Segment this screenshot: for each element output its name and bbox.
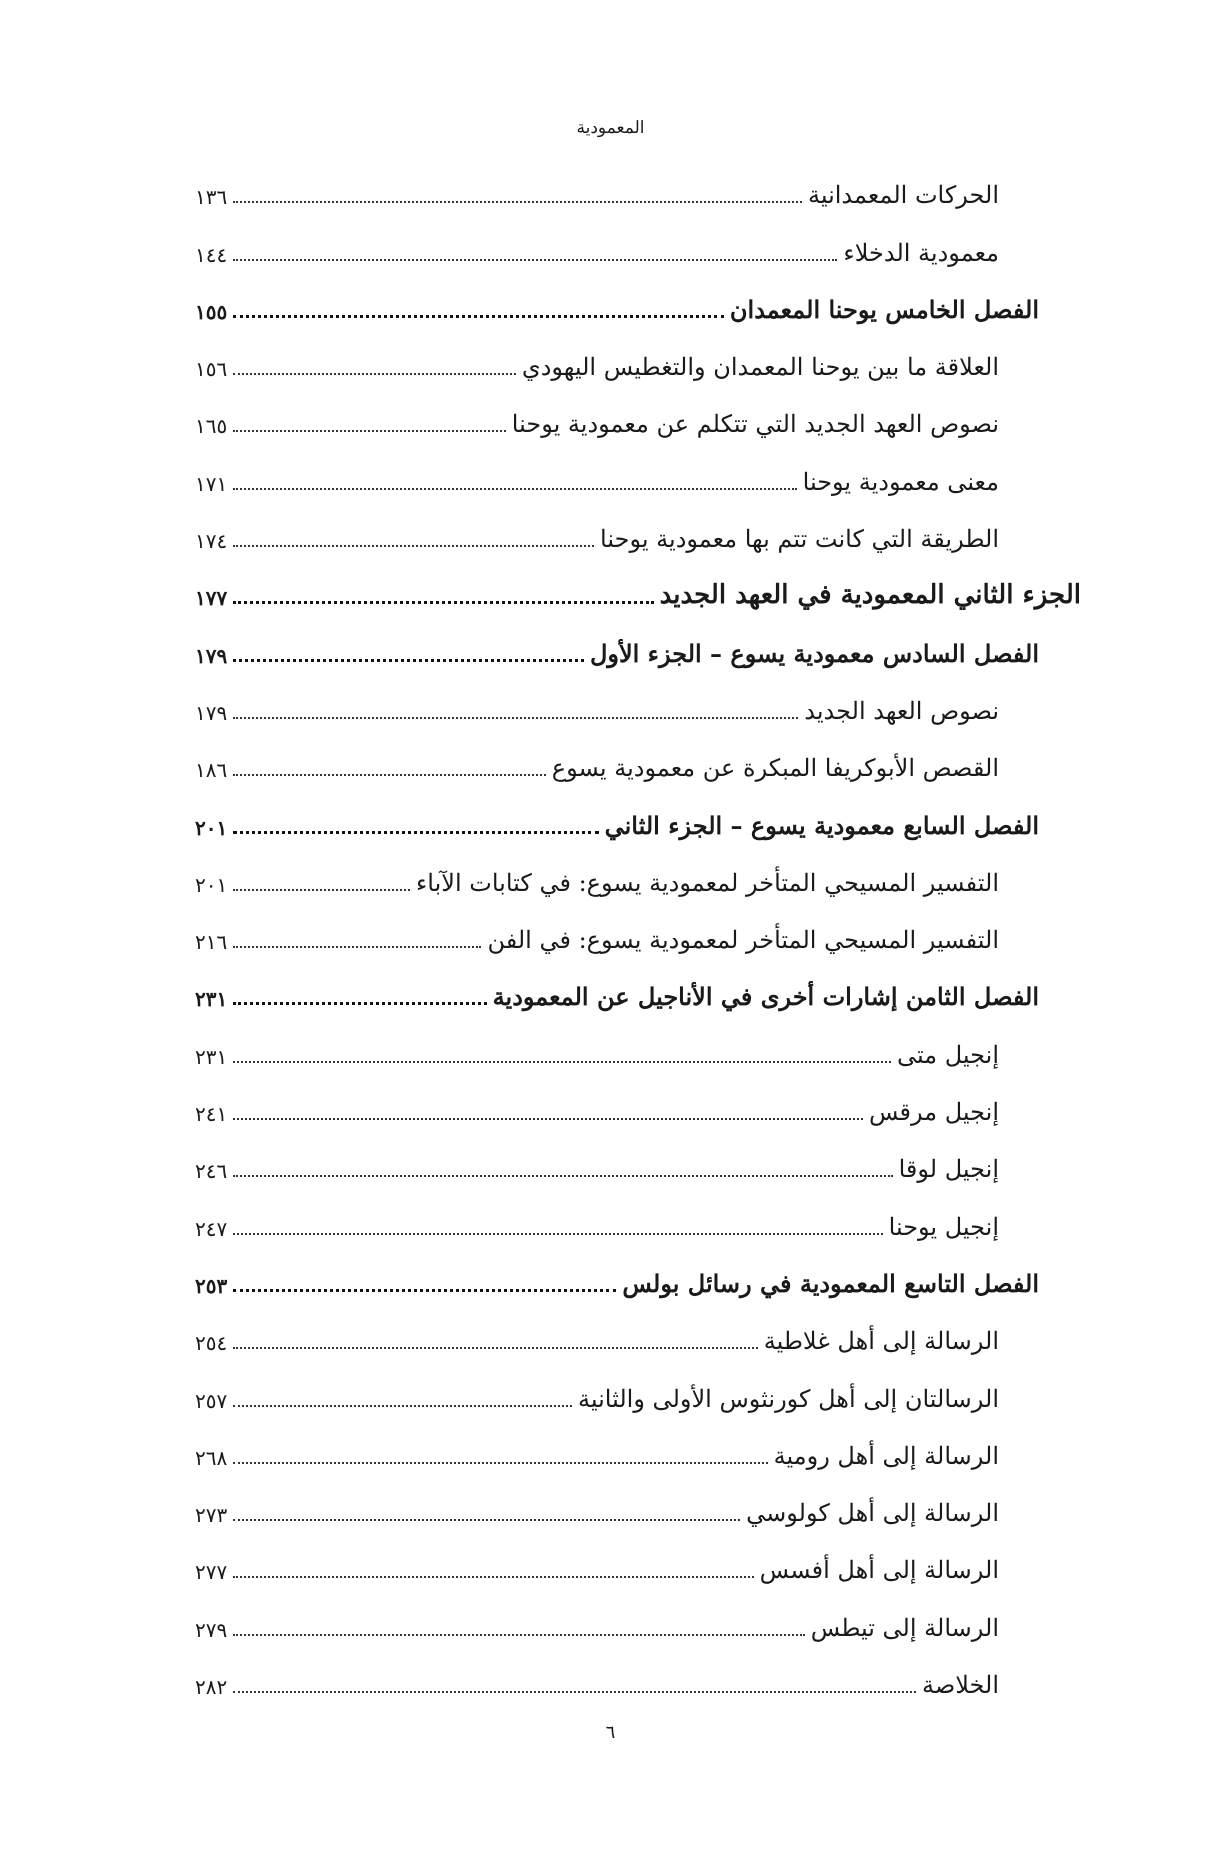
toc-entry-page: ٢٤٦ (195, 1159, 228, 1184)
dot-leader (233, 1002, 486, 1005)
toc-entry-sub[interactable] (195, 1306, 1039, 1363)
toc-entry-page: ٢٥٤ (195, 1331, 228, 1356)
toc-entry-sub[interactable] (195, 1478, 1039, 1535)
dot-leader (233, 1405, 572, 1407)
toc-entry-title: الجزء الثاني المعمودية في العهد الجديد (659, 580, 1081, 611)
toc-entry-title: نصوص العهد الجديد التي تتكلم عن معمودية يوحنا (511, 410, 999, 439)
toc-entry-page: ٢٤٧ (195, 1216, 228, 1241)
dot-leader (233, 1576, 753, 1578)
toc-entry-sub[interactable] (195, 1077, 1039, 1134)
toc-entry-sub[interactable] (195, 1535, 1039, 1592)
toc-entry-page: ٢١٦ (195, 930, 228, 955)
toc-entry-page: ١٤٤ (195, 242, 228, 267)
table-of-contents (195, 160, 1081, 1707)
toc-entry-sub[interactable] (195, 332, 1039, 389)
toc-entry-chapter[interactable] (195, 962, 1039, 1019)
dot-leader (233, 1118, 863, 1120)
dot-leader (233, 659, 584, 662)
toc-entry-sub[interactable] (195, 446, 1039, 503)
dot-leader (233, 946, 481, 948)
dot-leader (233, 430, 506, 432)
dot-leader (233, 717, 798, 719)
toc-entry-sub[interactable] (195, 1650, 1039, 1707)
toc-entry-page: ١٧١ (195, 471, 228, 496)
toc-entry-title: إنجيل مرقس (868, 1098, 999, 1127)
toc-entry-title: معمودية الدخلاء (843, 238, 999, 267)
toc-entry-page: ١٨٦ (195, 758, 228, 783)
toc-entry-title: العلاقة ما بين يوحنا المعمدان والتغطيس اليهودي (521, 353, 999, 382)
toc-entry-page: ١٧٩ (195, 700, 228, 725)
toc-entry-title: الفصل التاسع المعمودية في رسائل بولس (622, 1268, 1039, 1298)
toc-entry-title: إنجيل متى (897, 1040, 999, 1069)
toc-entry-title: الفصل الخامس يوحنا المعمدان (729, 294, 1039, 324)
toc-entry-title: الطريقة التي كانت تتم بها معمودية يوحنا (600, 525, 999, 554)
dot-leader (233, 774, 546, 776)
toc-entry-page: ٢٤١ (195, 1102, 228, 1127)
toc-entry-title: التفسير المسيحي المتأخر لمعمودية يسوع: في الفن (487, 926, 999, 955)
dot-leader (233, 1289, 616, 1292)
toc-entry-sub[interactable] (195, 1191, 1039, 1248)
toc-entry-page: ١٣٦ (195, 185, 228, 210)
toc-entry-page: ٢٦٨ (195, 1445, 228, 1470)
dot-leader (233, 1519, 740, 1521)
toc-entry-page: ٢٨٢ (195, 1675, 228, 1700)
toc-entry-page: ٢٣١ (195, 987, 228, 1012)
toc-entry-title: الرسالة إلى أهل رومية (773, 1441, 999, 1470)
toc-entry-page: ٢٠١ (195, 872, 228, 897)
toc-entry-title: الحركات المعمدانية (807, 181, 999, 210)
toc-entry-page: ١٧٩ (195, 643, 228, 668)
toc-entry-page: ٢٠١ (195, 815, 228, 840)
toc-entry-title: القصص الأبوكريفا المبكرة عن معمودية يسوع (551, 754, 999, 783)
dot-leader (233, 1691, 916, 1693)
dot-leader (233, 1061, 891, 1063)
dot-leader (233, 488, 796, 490)
toc-entry-sub[interactable] (195, 389, 1039, 446)
toc-entry-sub[interactable] (195, 733, 1039, 790)
toc-entry-title: إنجيل لوقا (898, 1155, 999, 1184)
toc-entry-page: ٢٥٧ (195, 1388, 228, 1413)
toc-entry-sub[interactable] (195, 676, 1039, 733)
toc-entry-sub[interactable] (195, 905, 1039, 962)
dot-leader (233, 545, 594, 547)
dot-leader (233, 831, 598, 834)
toc-entry-sub[interactable] (195, 848, 1039, 905)
dot-leader (233, 1634, 804, 1636)
toc-entry-title: الفصل السادس معمودية يسوع – الجزء الأول (589, 638, 1039, 668)
toc-entry-page: ٢٧٣ (195, 1503, 228, 1528)
toc-entry-part[interactable] (195, 561, 1081, 618)
dot-leader (233, 1233, 882, 1235)
toc-entry-chapter[interactable] (195, 618, 1039, 675)
toc-entry-page: ١٧٤ (195, 529, 228, 554)
toc-entry-title: الرسالة إلى أهل غلاطية (763, 1327, 999, 1356)
toc-entry-sub[interactable] (195, 1363, 1039, 1420)
toc-entry-chapter[interactable] (195, 790, 1039, 847)
toc-entry-page: ١٥٥ (195, 299, 228, 324)
dot-leader (233, 1347, 757, 1349)
toc-entry-sub[interactable] (195, 160, 1039, 217)
toc-entry-page: ١٥٦ (195, 357, 228, 382)
toc-entry-sub[interactable] (195, 504, 1039, 561)
dot-leader (233, 1462, 767, 1464)
toc-entry-title: الرسالتان إلى أهل كورنثوس الأولى والثانية (578, 1384, 999, 1413)
toc-entry-page: ٢٣١ (195, 1044, 228, 1069)
toc-entry-title: التفسير المسيحي المتأخر لمعمودية يسوع: في كتابات الآباء (416, 868, 999, 897)
toc-entry-title: إنجيل يوحنا (888, 1212, 999, 1241)
dot-leader (233, 601, 653, 604)
page-number: ٦ (605, 1722, 616, 1743)
dot-leader (233, 373, 516, 375)
toc-entry-sub[interactable] (195, 1592, 1039, 1649)
toc-entry-page: ١٧٧ (195, 586, 228, 611)
dot-leader (233, 201, 802, 203)
toc-entry-sub[interactable] (195, 1421, 1039, 1478)
toc-entry-title: الفصل السابع معمودية يسوع – الجزء الثاني (604, 810, 1039, 840)
toc-entry-title: الفصل الثامن إشارات أخرى في الأناجيل عن المعمودية (492, 982, 1039, 1012)
toc-entry-title: الرسالة إلى أهل كولوسي (746, 1499, 999, 1528)
toc-entry-title: الرسالة إلى أهل أفسس (759, 1556, 999, 1585)
toc-entry-sub[interactable] (195, 1019, 1039, 1076)
toc-entry-sub[interactable] (195, 1134, 1039, 1191)
toc-entry-title: الخلاصة (921, 1671, 999, 1700)
running-head: المعمودية (576, 118, 645, 138)
toc-entry-page: ٢٧٧ (195, 1560, 228, 1585)
toc-entry-page: ٢٧٩ (195, 1617, 228, 1642)
toc-entry-title: نصوص العهد الجديد (804, 696, 999, 725)
toc-entry-sub[interactable] (195, 217, 1039, 274)
toc-entry-page: ٢٥٣ (195, 1273, 228, 1298)
toc-entry-chapter[interactable] (195, 1249, 1039, 1306)
dot-leader (233, 1175, 892, 1177)
toc-entry-chapter[interactable] (195, 275, 1039, 332)
dot-leader (233, 889, 410, 891)
toc-entry-title: معنى معمودية يوحنا (802, 467, 999, 496)
toc-entry-title: الرسالة إلى تيطس (810, 1613, 999, 1642)
toc-entry-page: ١٦٥ (195, 414, 228, 439)
dot-leader (233, 259, 837, 261)
dot-leader (233, 315, 724, 318)
